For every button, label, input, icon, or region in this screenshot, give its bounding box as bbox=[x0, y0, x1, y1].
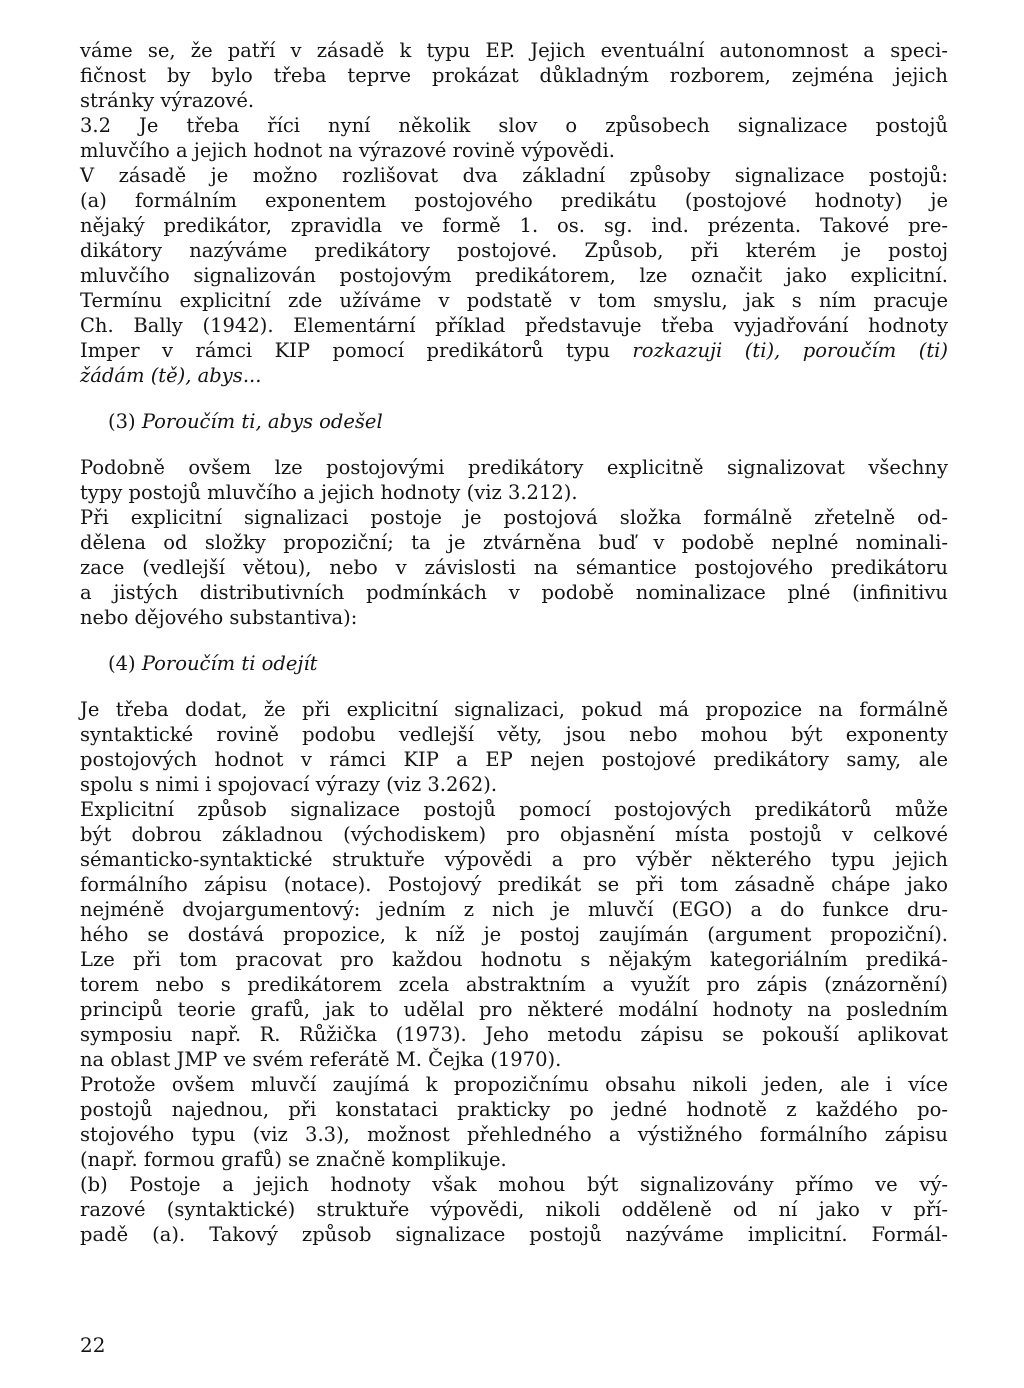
paragraph bbox=[80, 1172, 948, 1247]
text-line: stojového typu (viz 3.3), možnost přehledného a výstižného formálního zápisu bbox=[80, 1123, 948, 1146]
italic-example: rozkazuji (ti), poroučím (ti) bbox=[632, 339, 948, 362]
text-line: dikátory nazýváme predikátory postojové. Způsob, při kterém je postoj bbox=[80, 239, 948, 262]
example-3 bbox=[80, 409, 948, 434]
text-line: Lze při tom pracovat pro každou hodnotu s nějakým kategoriálním prediká- bbox=[80, 948, 948, 971]
section-heading-paragraph bbox=[80, 113, 948, 163]
text-line: nejméně dvojargumentový: jedním z nich je mluvčí (EGO) a do funkce dru- bbox=[80, 898, 948, 921]
text-line: Ch. Bally (1942). Elementární příklad představuje třeba vyjadřování hodnoty bbox=[80, 314, 948, 337]
text-line: (a) formálním exponentem postojového predikátu (postojové hodnoty) je bbox=[80, 189, 948, 212]
text-line: V zásadě je možno rozlišovat dva základní způsoby signalizace postojů: bbox=[80, 164, 948, 187]
paragraph bbox=[80, 163, 948, 388]
page-number: 22 bbox=[80, 1333, 106, 1357]
text-line: spolu s nimi i spojovací výrazy (viz 3.262). bbox=[80, 773, 498, 796]
text-line: postojových hodnot v rámci KIP a EP nejen postojové predikátory samy, ale bbox=[80, 748, 948, 771]
text-line: symposiu např. R. Růžička (1973). Jeho metodu zápisu se pokouší aplikovat bbox=[80, 1023, 948, 1046]
text-line: Protože ovšem mluvčí zaujímá k propozičnímu obsahu nikoli jeden, ale i více bbox=[80, 1073, 948, 1096]
text-line: nějaký predikátor, zpravidla ve formě 1. os. sg. ind. prézenta. Takové pre- bbox=[80, 214, 948, 237]
text-line: padě (a). Takový způsob signalizace postojů nazýváme implicitní. Formál- bbox=[80, 1223, 948, 1246]
text-line: hého se dostává propozice, k níž je postoj zaujímán (argument propoziční). bbox=[80, 923, 948, 946]
paragraph bbox=[80, 505, 948, 630]
text-line: dělena od složky propoziční; ta je ztvárněna buď v podobě neplné nominali- bbox=[80, 531, 948, 554]
italic-example: žádám (tě), abys... bbox=[80, 364, 262, 387]
text-line: a jistých distributivních podmínkách v podobě nominalizace plné (infinitivu bbox=[80, 581, 948, 604]
text-line: Je třeba dodat, že při explicitní signalizaci, pokud má propozice na formálně bbox=[80, 698, 948, 721]
text-line: (b) Postoje a jejich hodnoty však mohou být signalizovány přímo ve vý- bbox=[80, 1173, 948, 1196]
text-line: razové (syntaktické) struktuře výpovědi, nikoli odděleně od ní jako v pří- bbox=[80, 1198, 948, 1221]
text-line: zace (vedlejší větou), nebo v závislosti na sémantice postojového predikátoru bbox=[80, 556, 948, 579]
example-text: Poroučím ti odejít bbox=[141, 652, 318, 675]
text-line: (např. formou grafů) se značně komplikuje. bbox=[80, 1148, 507, 1171]
text-line bbox=[80, 338, 948, 363]
text-line: na oblast JMP ve svém referátě M. Čejka (1970). bbox=[80, 1048, 562, 1071]
paragraph bbox=[80, 38, 948, 113]
text-line: být dobrou základnou (východiskem) pro objasnění místa postojů v celkové bbox=[80, 823, 948, 846]
text-line bbox=[80, 363, 948, 388]
text-line: mluvčího signalizován postojovým predikátorem, lze označit jako explicitní. bbox=[80, 264, 948, 287]
page-text bbox=[80, 38, 948, 1247]
text-line: torem nebo s predikátorem zcela abstraktním a využít pro zápis (znázornění) bbox=[80, 973, 948, 996]
text-line: sémanticko-syntaktické struktuře výpovědi a pro výběr některého typu jejich bbox=[80, 848, 948, 871]
example-text: Poroučím ti, abys odešel bbox=[141, 410, 383, 433]
text-line: Termínu explicitní zde užíváme v podstatě v tom smyslu, jak s ním pracuje bbox=[80, 289, 948, 312]
text-line: principů teorie grafů, jak to udělal pro některé modální hodnoty na posledním bbox=[80, 998, 948, 1021]
text-line: typy postojů mluvčího a jejich hodnoty (viz 3.212). bbox=[80, 481, 578, 504]
paragraph bbox=[80, 1072, 948, 1172]
text-line: stránky výrazové. bbox=[80, 89, 255, 112]
paragraph bbox=[80, 455, 948, 505]
text-line: Explicitní způsob signalizace postojů pomocí postojových predikátorů může bbox=[80, 798, 948, 821]
text-line: Podobně ovšem lze postojovými predikátory explicitně signalizovat všechny bbox=[80, 456, 948, 479]
example-number: (3) bbox=[108, 410, 142, 433]
paragraph bbox=[80, 697, 948, 797]
text-line: fičnost by bylo třeba teprve prokázat důkladným rozborem, zejména jejich bbox=[80, 64, 948, 87]
text-line: nebo dějového substantiva): bbox=[80, 606, 358, 629]
text-run: Imper v rámci KIP pomocí predikátorů typu bbox=[80, 339, 633, 362]
text-line: 3.2 Je třeba říci nyní několik slov o způsobech signalizace postojů bbox=[80, 114, 948, 137]
example-number: (4) bbox=[108, 652, 142, 675]
paragraph bbox=[80, 797, 948, 1072]
text-line: formálního zápisu (notace). Postojový predikát se při tom zásadně chápe jako bbox=[80, 873, 948, 896]
example-4 bbox=[80, 651, 948, 676]
text-line: mluvčího a jejich hodnot na výrazové rovině výpovědi. bbox=[80, 139, 615, 162]
text-line: postojů najednou, při konstataci prakticky po jedné hodnotě z každého po- bbox=[80, 1098, 948, 1121]
text-line: syntaktické rovině podobu vedlejší věty, jsou nebo mohou být exponenty bbox=[80, 723, 948, 746]
text-line: Při explicitní signalizaci postoje je postojová složka formálně zřetelně od- bbox=[80, 506, 948, 529]
text-line: váme se, že patří v zásadě k typu EP. Jejich eventuální autonomnost a speci- bbox=[80, 39, 948, 62]
